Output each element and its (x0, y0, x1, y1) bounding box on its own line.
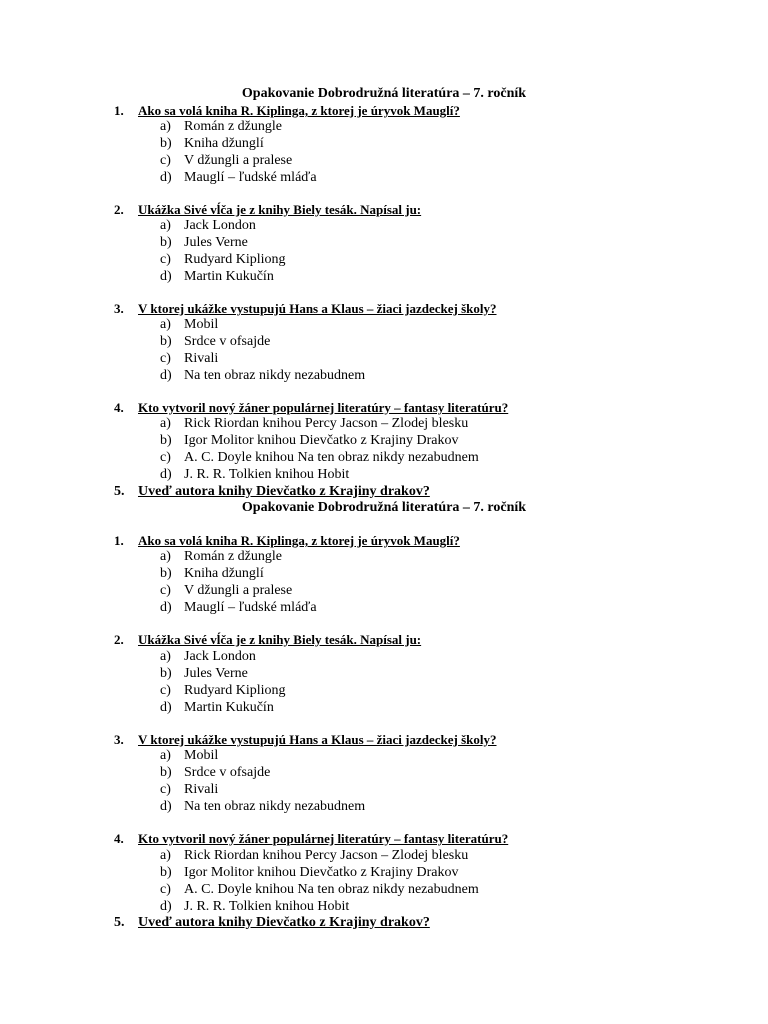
answer-option (160, 799, 720, 815)
option-text: Igor Molitor knihou Dievčatko z Krajiny Drakov (184, 865, 459, 880)
option-text: A. C. Doyle knihou Na ten obraz nikdy nezabudnem (184, 882, 479, 897)
question-number: 1. (114, 103, 124, 118)
answer-option (160, 683, 720, 699)
answer-option (160, 467, 720, 483)
option-text: Kniha džunglí (184, 136, 264, 151)
option-letter: c) (160, 153, 171, 168)
question (114, 632, 734, 648)
option-letter: a) (160, 317, 171, 332)
option-letter: a) (160, 748, 171, 763)
option-text: Na ten obraz nikdy nezabudnem (184, 368, 366, 383)
option-text: Jack London (184, 218, 256, 233)
question (114, 103, 734, 119)
question-text: Kto vytvoril nový žáner populárnej literatúry – fantasy literatúru? (138, 400, 509, 415)
question (114, 484, 734, 500)
option-letter: c) (160, 583, 171, 598)
option-text: Martin Kukučín (184, 269, 274, 284)
answer-option (160, 700, 720, 716)
question-text: V ktorej ukážke vystupujú Hans a Klaus – žiaci jazdeckej školy? (138, 732, 497, 747)
answer-option (160, 269, 720, 285)
question (114, 732, 734, 748)
answer-option (160, 748, 720, 764)
question (114, 915, 734, 931)
option-text: Srdce v ofsajde (184, 765, 271, 780)
option-letter: c) (160, 351, 171, 366)
answer-option (160, 153, 720, 169)
option-text: Jack London (184, 649, 256, 664)
option-letter: a) (160, 549, 171, 564)
question-number: 2. (114, 632, 124, 647)
option-letter: b) (160, 666, 172, 681)
answer-option (160, 334, 720, 350)
answer-option (160, 416, 720, 432)
option-letter: c) (160, 252, 171, 267)
option-letter: a) (160, 218, 171, 233)
option-text: Srdce v ofsajde (184, 334, 271, 349)
option-letter: a) (160, 848, 171, 863)
answer-option (160, 235, 720, 251)
answer-option (160, 649, 720, 665)
option-text: Mobil (184, 748, 219, 763)
worksheet-title: Opakovanie Dobrodružná literatúra – 7. ročník (241, 500, 527, 515)
option-letter: b) (160, 235, 172, 250)
option-text: Mauglí – ľudské mláďa (184, 170, 317, 185)
option-letter: a) (160, 649, 171, 664)
question-text: Ako sa volá kniha R. Kiplinga, z ktorej je úryvok Mauglí? (138, 533, 460, 548)
question-text: Ako sa volá kniha R. Kiplinga, z ktorej je úryvok Mauglí? (138, 103, 460, 118)
option-text: Rivali (184, 351, 219, 366)
option-text: Mauglí – ľudské mláďa (184, 600, 317, 615)
answer-option (160, 882, 720, 898)
answer-option (160, 450, 720, 466)
option-text: Román z džungle (184, 549, 282, 564)
option-letter: c) (160, 782, 171, 797)
option-text: Igor Molitor knihou Dievčatko z Krajiny Drakov (184, 433, 459, 448)
option-letter: d) (160, 269, 172, 284)
question-text: V ktorej ukážke vystupujú Hans a Klaus – žiaci jazdeckej školy? (138, 301, 497, 316)
question-text: Uveď autora knihy Dievčatko z Krajiny drakov? (138, 915, 430, 930)
worksheet-title: Opakovanie Dobrodružná literatúra – 7. ročník (241, 86, 527, 101)
option-letter: b) (160, 865, 172, 880)
option-text: Martin Kukučín (184, 700, 274, 715)
answer-option (160, 119, 720, 135)
question-number: 3. (114, 732, 124, 747)
answer-option (160, 865, 720, 881)
option-letter: b) (160, 136, 172, 151)
question-text: Kto vytvoril nový žáner populárnej literatúry – fantasy literatúru? (138, 831, 509, 846)
option-text: A. C. Doyle knihou Na ten obraz nikdy nezabudnem (184, 450, 479, 465)
answer-option (160, 218, 720, 234)
option-text: Rivali (184, 782, 219, 797)
option-text: Jules Verne (184, 235, 248, 250)
option-letter: b) (160, 566, 172, 581)
option-text: Román z džungle (184, 119, 282, 134)
question-number: 2. (114, 202, 124, 217)
question (114, 831, 734, 847)
question (114, 301, 734, 317)
option-text: Rudyard Kipliong (184, 683, 286, 698)
option-letter: b) (160, 765, 172, 780)
answer-option (160, 782, 720, 798)
question-number: 4. (114, 831, 124, 846)
option-text: V džungli a pralese (184, 583, 293, 598)
answer-option (160, 170, 720, 186)
question-number: 1. (114, 533, 124, 548)
answer-option (160, 666, 720, 682)
answer-option (160, 583, 720, 599)
question-text: Ukážka Sivé vĺča je z knihy Biely tesák. Napísal ju: (138, 202, 422, 217)
option-text: Rick Riordan knihou Percy Jacson – Zlodej blesku (184, 848, 469, 863)
answer-option (160, 600, 720, 616)
option-text: J. R. R. Tolkien knihou Hobit (184, 899, 350, 914)
question (114, 533, 734, 549)
answer-option (160, 351, 720, 367)
option-letter: a) (160, 416, 171, 431)
answer-option (160, 848, 720, 864)
option-letter: c) (160, 882, 171, 897)
answer-option (160, 433, 720, 449)
answer-option (160, 899, 720, 915)
answer-option (160, 136, 720, 152)
option-letter: d) (160, 368, 172, 383)
question-number: 3. (114, 301, 124, 316)
option-text: Kniha džunglí (184, 566, 264, 581)
option-letter: d) (160, 170, 172, 185)
answer-option (160, 252, 720, 268)
answer-option (160, 317, 720, 333)
option-letter: c) (160, 683, 171, 698)
option-letter: b) (160, 433, 172, 448)
question (114, 202, 734, 218)
option-text: J. R. R. Tolkien knihou Hobit (184, 467, 350, 482)
option-text: V džungli a pralese (184, 153, 293, 168)
option-text: Rick Riordan knihou Percy Jacson – Zlodej blesku (184, 416, 469, 431)
option-letter: d) (160, 799, 172, 814)
question-number: 5. (114, 484, 125, 499)
answer-option (160, 566, 720, 582)
option-letter: d) (160, 700, 172, 715)
option-text: Mobil (184, 317, 219, 332)
question-number: 4. (114, 400, 124, 415)
option-letter: d) (160, 467, 172, 482)
answer-option (160, 368, 720, 384)
answer-option (160, 549, 720, 565)
option-letter: b) (160, 334, 172, 349)
option-text: Jules Verne (184, 666, 248, 681)
question-text: Ukážka Sivé vĺča je z knihy Biely tesák. Napísal ju: (138, 632, 422, 647)
option-text: Na ten obraz nikdy nezabudnem (184, 799, 366, 814)
answer-option (160, 765, 720, 781)
option-letter: d) (160, 600, 172, 615)
question-number: 5. (114, 915, 125, 930)
option-letter: d) (160, 899, 172, 914)
question (114, 400, 734, 416)
question-text: Uveď autora knihy Dievčatko z Krajiny drakov? (138, 484, 430, 499)
option-text: Rudyard Kipliong (184, 252, 286, 267)
option-letter: c) (160, 450, 171, 465)
option-letter: a) (160, 119, 171, 134)
